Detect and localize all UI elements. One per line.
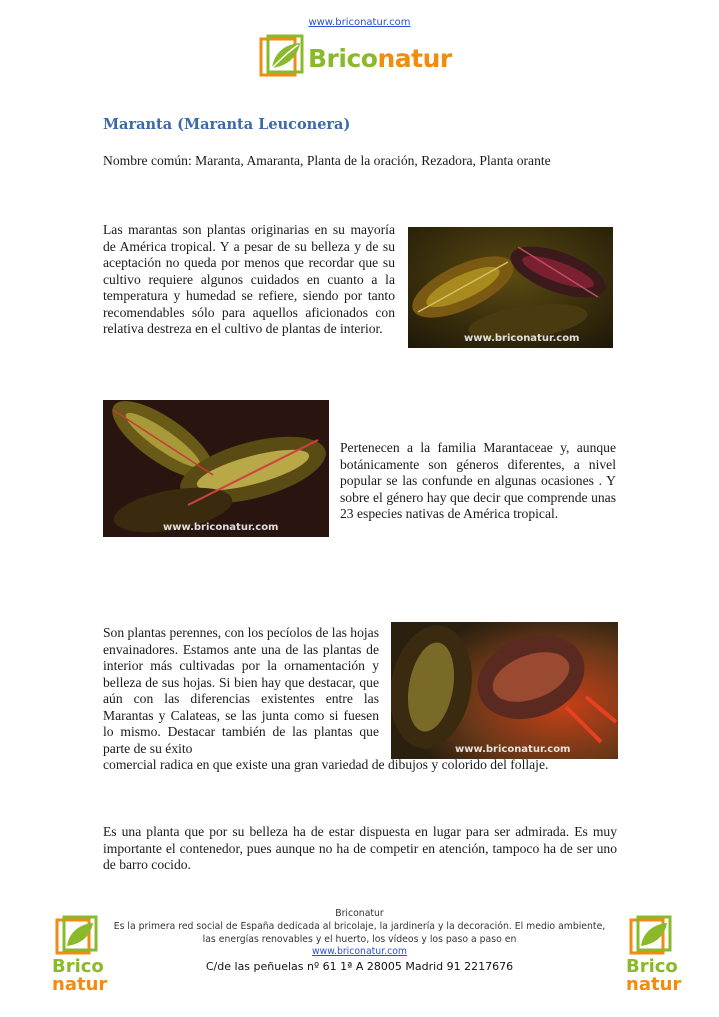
footer-address: C/de las peñuelas nº 61 1ª A 28005 Madrid 91 2217676 — [205, 960, 514, 973]
maranta-photo-2 — [103, 400, 329, 537]
footer-description-line-2: las energías renovables y el huerto, los vídeos y los paso a paso en — [202, 934, 517, 945]
footer-logo-right[interactable] — [626, 915, 684, 995]
paragraph-perennial-continued: comercial radica en que existe una gran variedad de dibujos y colorido del follaje. — [103, 757, 549, 772]
footer-logo-right-word-2: natur — [626, 974, 682, 995]
paragraph-family: Pertenecen a la familia Marantaceae y, aunque botánicamente son géneros diferentes, a nivel popular se las confunde en algunas ocasiones . Y sobre el género hay que decir que comprende unas 23 especies nativas de América tropical. — [340, 440, 616, 521]
paragraph-origin: Las marantas son plantas originarias en su mayoría de América tropical. Y a pesar de su belleza y de su aceptación no queda por menos que recordar que su cultivo requiere algunos cuidados en cuanto a la temperatura y humedad se refiere, siendo por tanto recomendables sólo para aquellos aficionados con relativa destreza en el cultivo de plantas de interior. — [103, 222, 395, 336]
page-title: Maranta (Maranta Leuconera) — [103, 116, 351, 133]
photo-3-watermark: www.briconatur.com — [455, 744, 571, 755]
header-url-link[interactable]: www.briconatur.com — [308, 17, 411, 28]
leaf-logo-icon — [54, 915, 100, 957]
maranta-photo-3 — [391, 622, 618, 759]
paragraph-perennial: Son plantas perennes, con los pecíolos de las hojas envainadores. Estamos ante una de las plantas de interior más cultivadas por la ornamentación y belleza de sus hojas. Si bien hay que destacar, que aún con las diferencias existentes entre las Marantas y Calateas, se las junta como si fuesen lo mismo. Destacar también de las plantas que parte de su éxito — [103, 625, 379, 756]
footer-logo-left[interactable] — [52, 915, 110, 995]
maranta-photo-1 — [408, 227, 613, 348]
footer-logo-left-word-2: natur — [52, 974, 108, 995]
footer-logo-left-word-1: Brico — [52, 956, 104, 977]
footer-logo-right-word-1: Brico — [626, 956, 678, 977]
photo-2-watermark: www.briconatur.com — [163, 522, 279, 533]
common-name-text: Nombre común: Maranta, Amaranta, Planta de la oración, Rezadora, Planta orante — [103, 153, 551, 168]
footer-description-line-1: Es la primera red social de España dedicada al bricolaje, la jardinería y la decoración. El medio ambiente, — [113, 921, 606, 932]
photo-1-watermark: www.briconatur.com — [464, 333, 580, 344]
footer-link-row — [100, 946, 619, 957]
paragraph-container: Es una planta que por su belleza ha de estar dispuesta en lugar para ser admirada. Es muy importante el contenedor, pues aunque no ha de competir en atención, tampoco ha de ser uno de barro cocido. — [103, 824, 617, 872]
briconatur-logo[interactable] — [258, 34, 464, 82]
leaf-logo-icon — [258, 34, 306, 80]
footer-company: Briconatur — [335, 908, 384, 919]
logo-wordmark: Briconatur — [308, 44, 452, 73]
leaf-logo-icon — [628, 915, 674, 957]
footer-link[interactable]: www.briconatur.com — [312, 946, 407, 957]
